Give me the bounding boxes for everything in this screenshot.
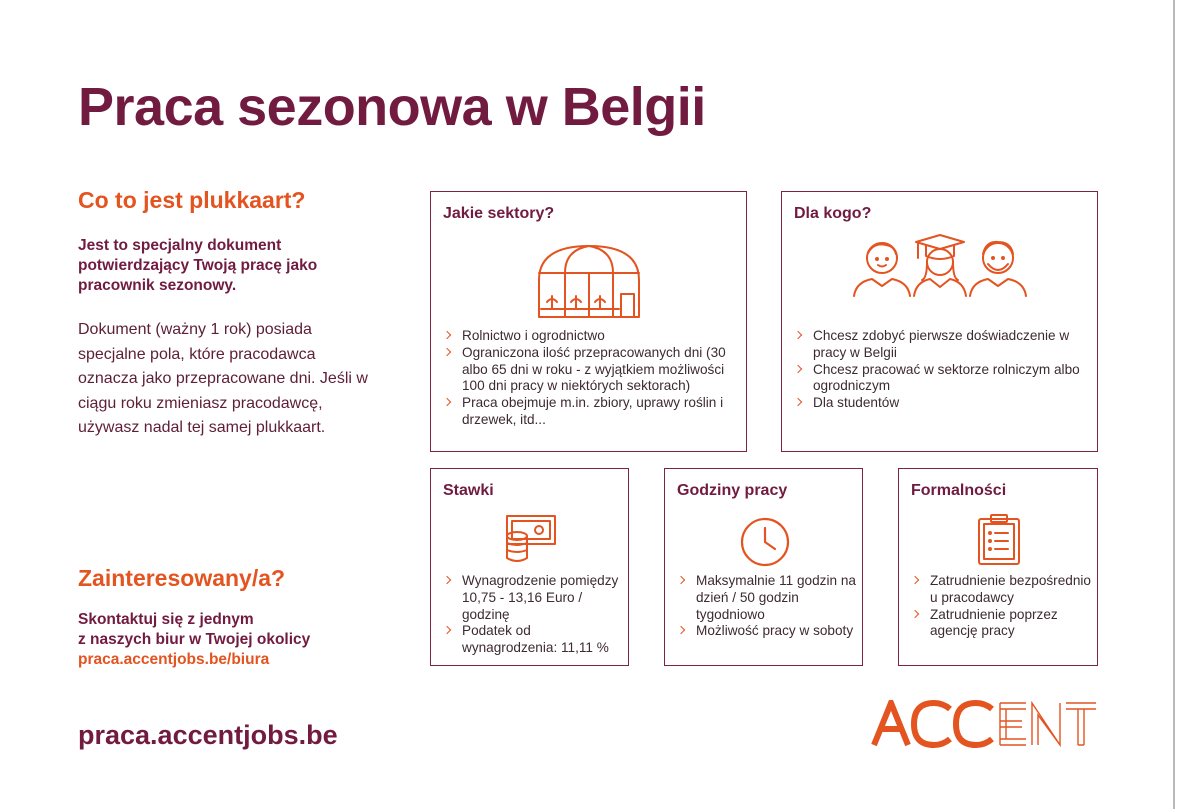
formalities-list: [911, 573, 1091, 640]
list-item: Podatek od wynagrodzenia: 11,11 %: [443, 623, 622, 657]
clock-icon: [739, 516, 791, 568]
money-icon: [503, 514, 559, 564]
clipboard-icon: [977, 514, 1021, 566]
list-item: Zatrudnienie bezpośrednio u pracodawcy: [911, 573, 1091, 607]
contact-block: [78, 610, 310, 670]
plukkaart-description: Dokument (ważny 1 rok) posiada specjalne pola, które pracodawca oznacza jako przepracowane dni. Jeśli w ciągu roku zmieniasz pracodawcę, używasz nadal tej samej plukkaart.: [78, 321, 368, 436]
for-whom-list: [794, 328, 1091, 412]
formalities-card: [898, 468, 1098, 666]
list-item: Wynagrodzenie pomiędzy 10,75 - 13,16 Euro / godzinę: [443, 573, 622, 623]
sectors-card: [430, 191, 747, 452]
formalities-title: Formalności: [911, 482, 1007, 499]
list-item: Praca obejmuje m.in. zbiory, uprawy roślin i drzewek, itd...: [443, 395, 740, 429]
interest-heading: Zainteresowany/a?: [78, 565, 286, 591]
contact-line-1: Skontaktuj się z jednym: [78, 611, 254, 628]
rates-list: [443, 573, 622, 657]
plukkaart-heading: Co to jest plukkaart?: [78, 187, 306, 213]
plukkaart-lead: Jest to specjalny dokument potwierdzający Twoją pracę jako pracownik sezonowy.: [78, 237, 318, 294]
list-item: Dla studentów: [794, 395, 1091, 412]
sectors-list: [443, 328, 740, 429]
page-edge-rule: [1173, 0, 1175, 809]
footer-website-link[interactable]: praca.accentjobs.be: [78, 720, 338, 750]
people-icon: [852, 234, 1028, 300]
for-whom-card: [781, 191, 1098, 452]
hours-list: [677, 573, 856, 640]
list-item: Chcesz zdobyć pierwsze doświadczenie w pracy w Belgii: [794, 328, 1091, 362]
list-item: Chcesz pracować w sektorze rolniczym albo ogrodniczym: [794, 362, 1091, 396]
sectors-title: Jakie sektory?: [443, 205, 555, 222]
contact-line-2: z naszych biur w Twojej okolicy: [78, 631, 311, 648]
page-title: Praca sezonowa w Belgii: [78, 77, 706, 137]
list-item: Zatrudnienie poprzez agencję pracy: [911, 607, 1091, 641]
list-item: Możliwość pracy w soboty: [677, 623, 856, 640]
rates-card: [430, 468, 629, 666]
offices-link[interactable]: praca.accentjobs.be/biura: [78, 651, 270, 668]
accent-logo: [871, 700, 1097, 748]
greenhouse-icon: [535, 240, 643, 320]
hours-card: [664, 468, 863, 666]
hours-title: Godziny pracy: [677, 482, 788, 499]
for-whom-title: Dla kogo?: [794, 205, 872, 222]
list-item: Rolnictwo i ogrodnictwo: [443, 328, 740, 345]
list-item: Ograniczona ilość przepracowanych dni (30 albo 65 dni w roku - z wyjątkiem możliwości 100 dni pracy w niektórych sektorach): [443, 345, 740, 395]
list-item: Maksymalnie 11 godzin na dzień / 50 godzin tygodniowo: [677, 573, 856, 623]
rates-title: Stawki: [443, 482, 494, 499]
